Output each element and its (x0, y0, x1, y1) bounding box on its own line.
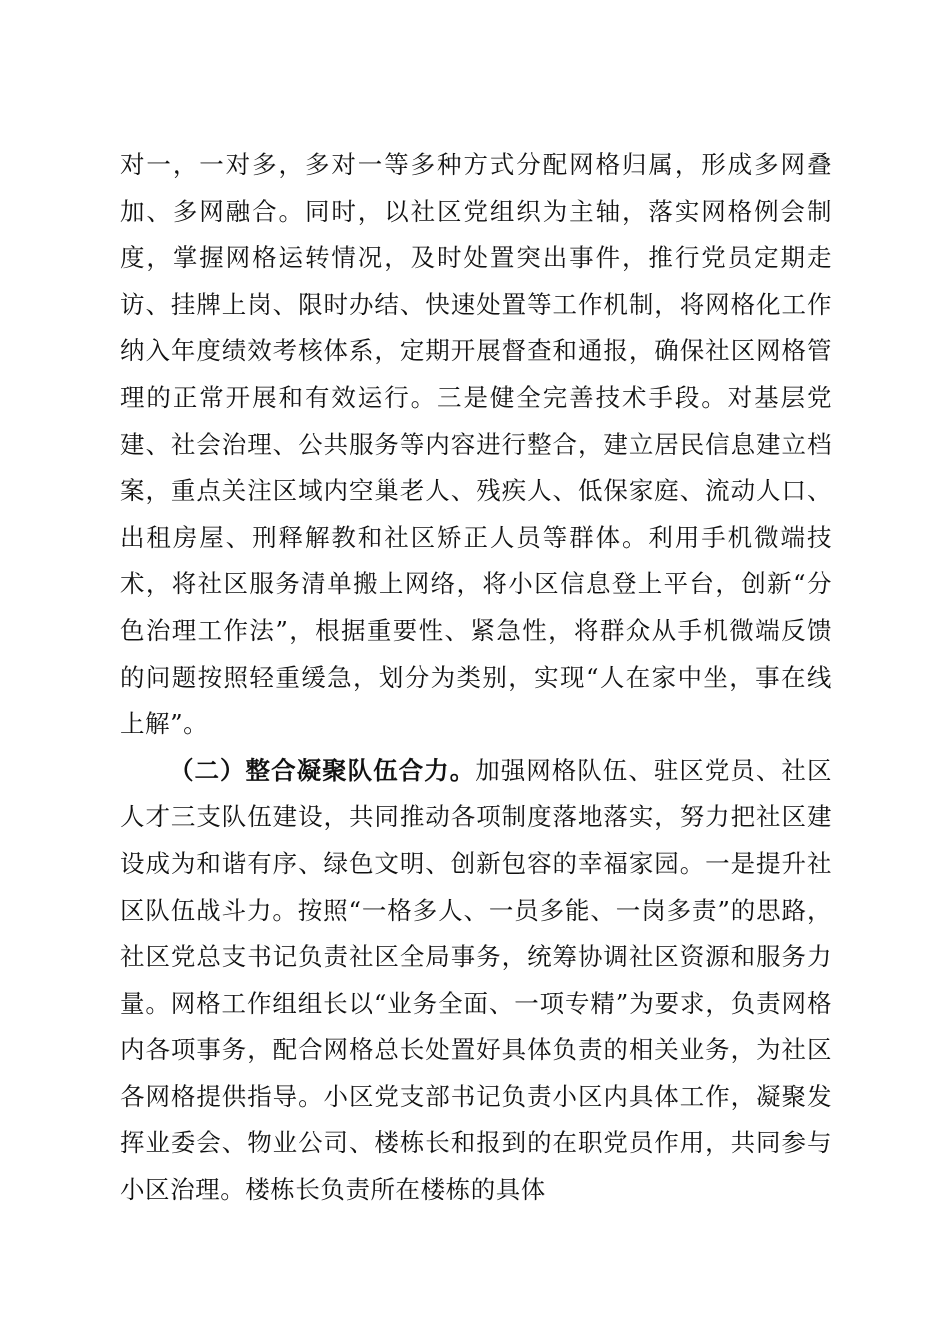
paragraph-1-text: 对一，一对多，多对一等多种方式分配网格归属，形成多网叠加、多网融合。同时，以社区党组织为主轴，落实网格例会制度，掌握网格运转情况，及时处置突出事件，推行党员定期走访、挂牌上岗、限时办结、快速处置等工作机制，将网格化工作纳入年度绩效考核体系，定期开展督查和通报，确保社区网格管理的正常开展和有效运行。三是健全完善技术手段。对基层党建、社会治理、公共服务等内容进行整合，建立居民信息建立档案，重点关注区域内空巢老人、残疾人、低保家庭、流动人口、出租房屋、刑释解教和社区矫正人员等群体。利用手机微端技术，将社区服务清单搬上网络，将小区信息登上平台，创新“分色治理工作法”，根据重要性、紧急性，将群众从手机微端反馈的问题按照轻重缓急，划分为类别，实现“人在家中坐，事在线上解”。 (120, 150, 833, 739)
paragraph-continuation (120, 142, 832, 748)
section-two-heading: （二）整合凝聚队伍合力。 (169, 755, 476, 785)
paragraph-2-text: 加强网格队伍、驻区党员、社区人才三支队伍建设，共同推动各项制度落地落实，努力把社区建设成为和谐有序、绿色文明、创新包容的幸福家园。一是提升社区队伍战斗力。按照“一格多人、一员多能、一岗多责”的思路，社区党总支书记负责社区全局事务，统筹协调社区资源和服务力量。网格工作组组长以“业务全面、一项专精”为要求，负责网格内各项事务，配合网格总长处置好具体负责的相关业务，为社区各网格提供指导。小区党支部书记负责小区内具体工作，凝聚发挥业委会、物业公司、楼栋长和报到的在职党员作用，共同参与小区治理。楼栋长负责所在楼栋的具体 (120, 755, 832, 1205)
document-body (120, 142, 832, 1214)
paragraph-section-two (120, 748, 832, 1214)
